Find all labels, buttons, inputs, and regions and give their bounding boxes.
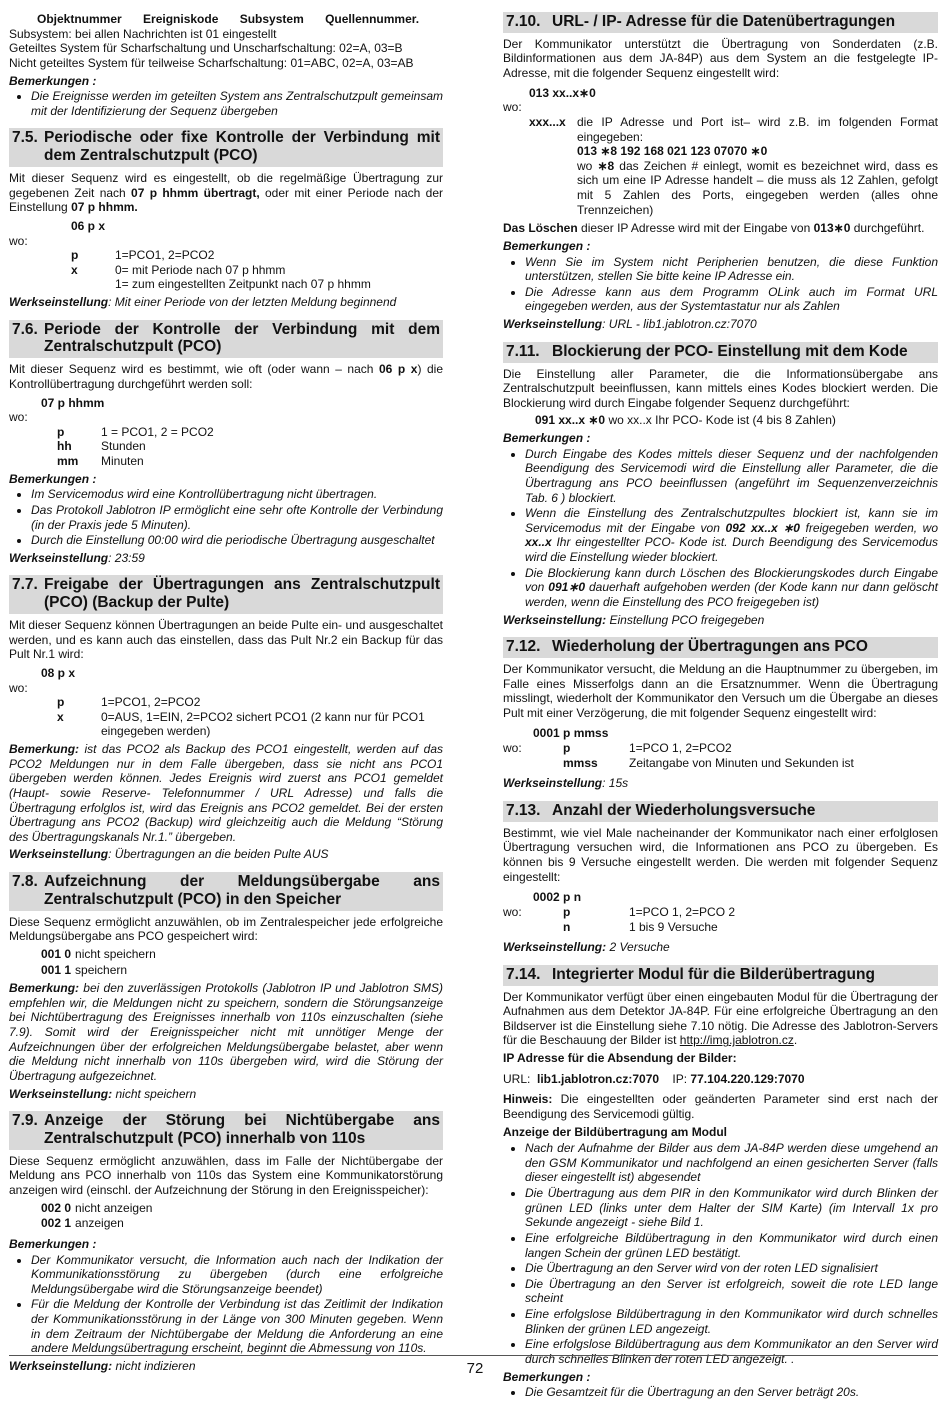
section-title: Periodische oder fixe Kontrolle der Verbindung mit dem Zentralschutzpult (PCO) — [44, 129, 440, 165]
display-heading: Anzeige der Bildübertragung am Modul — [503, 1124, 728, 1139]
sequence-code: 06 p x — [71, 218, 106, 233]
section-intro: Der Kommunikator versucht, die Meldung an die Hauptnummer zu übergeben, im Falle eines Misserfolgs dann an die Ersatznummer. Wenn die Übertragung misslingt, wiederholt der Kommunikator den Versuch um die Übergabe an dieses Pult mit einer Verzögerung, die mit folgender Sequenz eingestellt wird: — [503, 661, 938, 720]
right-column — [503, 12, 938, 1403]
top-header: Objektnummer Ereigniskode Subsystem Quellennummer. — [37, 12, 420, 26]
ip-heading: IP Adresse für die Absendung der Bilder: — [503, 1051, 737, 1066]
section-intro: Der Kommunikator verfügt über einen eingebauten Modul für die Übertragung der Aufnahmen aus dem Detektor JA-84P. Für eine erfolgreiche Übertragung an den Bildserver ist die Einstellung siehe 7.10 nötig. Die Adresse des Jablotron-Servers für die Beschauung der Bilder ist http://img.jablotron.cz. — [503, 989, 938, 1048]
remarks-label: Bemerkungen : — [9, 73, 97, 88]
delete-note: Das Löschen dieser IP Adresse wird mit der Eingabe von 013∗0 durchgeführt. — [503, 221, 925, 236]
remarks-list: • Die Gesamtzeit für die Übertragung an den Server beträgt 20s. — [503, 1385, 938, 1400]
remarks-list: • Wenn Sie im System nicht Peripherien benutzen, die diese Funktion unterstützen, stellen Sie bitte keine IP Adresse ein. • Die Adresse kann aus dem Programm OLink auch im Format URL eingegeben werden, aus der Systemtastatur nur als Zahlen — [503, 255, 938, 315]
factory-setting: Werkseinstellung: Übertragungen an die beiden Pulte AUS — [9, 847, 329, 862]
option-line: 001 0 nicht speichern — [41, 946, 156, 961]
section-intro: Mit dieser Sequenz können Übertragungen an beide Pulte ein- und ausgeschaltet werden, und es kann auch das einstellen, dass das Pult Nr.2 ein Backup für das Pult Nr.1 wird: — [9, 618, 443, 662]
param-table: p 1=PCO1, 2=PCO2 x 0= mit Periode nach 07 p hhmm 1= zum eingestellten Zeitpunkt nach 07 p hhmm — [71, 248, 371, 292]
section-heading-7-5 — [9, 128, 443, 167]
section-intro: Diese Sequenz ermöglicht anzuwählen, ob im Zentralespeicher jede erfolgreiche Meldungsübergabe ans PCO gespeichert wird: — [9, 914, 443, 944]
section-intro: Mit dieser Sequenz wird es eingestellt, ob die regelmäßige Übertragung zur gegebenen Zeit nach 07 p hhmm übertragt, oder mit einer Periode nach der Einstellung 07 p hhmm. — [9, 171, 443, 215]
remarks-label: Bemerkungen : — [9, 471, 97, 486]
factory-setting: Werkseinstellung: 2 Versuche — [503, 940, 670, 955]
option-line: 002 1 anzeigen — [41, 1216, 124, 1231]
remark-paragraph: Bemerkung: bei den zuverlässigen Protokolls (Jablotron IP und Jablotron SMS) empfehlen wir, die Meldungen nicht zu speichern, sondern die Störungsanzeige bei Nichtübertragung des Ereignisses innerhalb von 110s einzuschalten (siehe 7.9). Somit wird der Ereignisspeicher nicht mit unnötiger Menge der Aufzeichnungen über der erfolgreichen Meldungsübergabe belastet, aber wenn die Meldung nicht innerhalb von 110s übergeben wird, wird die Störung der Übertragung aufgezeichnet. — [9, 981, 443, 1083]
sequence-code: 0002 p n — [533, 890, 582, 905]
sequence-code: 08 p x — [41, 665, 76, 680]
section-heading-7-13: 7.13. Anzahl der Wiederholungsversuche — [503, 801, 938, 822]
factory-setting: Werkseinstellung: Mit einer Periode von der letzten Meldung beginnend — [9, 295, 397, 309]
section-intro: Mit dieser Sequenz wird es bestimmt, wie oft (oder wann – nach 06 p x) die Kontrollübertragung durchgeführt werden soll: — [9, 362, 443, 391]
factory-setting: Werkseinstellung: URL - lib1.jablotron.cz:7070 — [503, 317, 757, 332]
wo-label: wo: — [9, 680, 28, 695]
param-block: wo: p 1=PCO 1, 2=PCO 2 n 1 bis 9 Versuche — [503, 904, 736, 934]
remarks-list: • Im Servicemodus wird eine Kontrollübertragung nicht übertragen. • Das Protokoll Jablotron IP ermöglicht eine sehr ofte Kontrolle der Verbindung (in der Praxis jede 5 Minuten). • Durch die Einstellung 00:00 wird die periodische Übertragung ausgeschaltet — [9, 487, 443, 548]
section-intro: Bestimmt, wie viel Male nacheinander der Kommunikator nach einer erfolglosen Übertragung versuchen wird, die Informationen ans PCO zu übergeben. Es können bis 9 Versuche eingestellt werden. Die werden mit folgender Sequenz eingestellt: — [503, 825, 938, 884]
left-column — [9, 12, 443, 1377]
factory-setting: Werkseinstellung: 15s — [503, 776, 629, 791]
remarks-list — [9, 89, 443, 118]
section-heading-7-8: 7.8. Aufzeichnung der Meldungsübergabe ans Zentralschutzpult (PCO) in den Speicher — [9, 872, 443, 911]
section-heading-7-6: 7.6. Periode der Kontrolle der Verbindung mit dem Zentralschutzpult (PCO) — [9, 320, 443, 359]
section-heading-7-7: 7.7. Freigabe der Übertragungen ans Zentralschutzpult (PCO) (Backup der Pulte) — [9, 575, 443, 614]
footer-divider — [9, 1355, 938, 1356]
param-table: p 1=PCO1, 2=PCO2 x 0=AUS, 1=EIN, 2=PCO2 sichert PCO1 (2 kann nur für PCO1 eingegeben werden) — [57, 695, 425, 739]
remarks-label: Bemerkungen : — [503, 1369, 591, 1384]
wo-label: wo: — [9, 410, 28, 425]
section-number: 7.5. — [12, 129, 38, 147]
section-heading-7-11: 7.11. Blockierung der PCO- Einstellung mit dem Kode — [503, 342, 938, 363]
page-number: 72 — [466, 1360, 484, 1377]
display-list: • Nach der Aufnahme der Bilder aus dem JA-84P werden diese umgehend an den GSM Kommunikator und nachfolgend an einen gesicherten Server (falls dieser eingestellt ist) abgesendet • Die Übertragung aus dem PIR in den Kommunikator wird durch Blinken der grünen LED (links unter dem Halter der SIM Karte) (im Intervall 1x pro Sekunde angezeigt - siehe Bild 1. • Eine erfolgreiche Bildübertragung in den Kommunikator wird durch einen langen Schein der grünen LED bestätigt. • Die Übertragung an den Server wird von der roten LED signalisiert • Die Übertragung an den Server ist erfolgreich, soweit die rote LED lange scheint • Eine erfolgslose Bildübertragung in den Kommunikator wird durch schnelles Blinken der grünen LED angezeigt. • Eine erfolgslose Bildübertragung aus dem Kommunikator an den Server wird durch schnelles Blinken der roten LED angezeigt. . — [503, 1141, 938, 1366]
param-table: p 1 = PCO1, 2 = PCO2 hh Stunden mm Minuten — [57, 424, 214, 468]
sequence-code: 013 xx..x∗0 — [529, 85, 596, 100]
section-intro: Der Kommunikator unterstützt die Übertragung von Sonderdaten (z.B. Bildinformationen aus dem JA-84P) aus dem System an die festgelegte IP-Adresse, mit die folgender Sequenz eingestellt wird: — [503, 36, 938, 81]
hint: Hinweis: Die eingestellten oder geänderten Parameter sind erst nach der Beendigung des Servicemodi gültig. — [503, 1092, 939, 1121]
top-line-3: Nicht geteiltes System für teilweise Scharfschaltung: 01=ABC, 02=A, 03=AB — [9, 55, 414, 70]
section-heading-7-14: 7.14. Integrierter Modul für die Bilderübertragung — [503, 965, 938, 986]
remark-item: • Die Ereignisse werden im geteilten System ans Zentralschutzpult gemeinsam mit der Identifizierung der Sequenz übergeben — [31, 89, 443, 118]
wo-label: wo: — [503, 100, 522, 115]
remarks-label: Bemerkungen : — [9, 1236, 97, 1251]
remarks-list: • Der Kommunikator versucht, die Information auch nach der Indikation der Kommunikationsstörung zu übergeben (durch eine erfolgreiche Meldungsübergabe wird die Störungsanzeige beendet) • Für die Meldung der Kontrolle der Verbindung ist das Zeitlimit der Indikation der Kommunikationsstörung in der Länge von 300 Minuten gegeben. Wenn in dem Zeitraum der Nichtübergabe der Meldung die Anforderung an eine andere Meldungsübertragung erscheint, beginnt die Abmessung von 110s. — [9, 1253, 443, 1356]
option-line: 002 0 nicht anzeigen — [41, 1200, 153, 1215]
factory-setting: Werkseinstellung: nicht indizieren — [9, 1358, 196, 1373]
section-heading-7-12: 7.12. Wiederholung der Übertragungen ans PCO — [503, 637, 938, 658]
remarks-list: • Durch Eingabe des Kodes mittels dieser Sequenz und der nachfolgenden Beendigung des Servicemodi wird die Einstellung aller Parameter, die die Übertragung ans PCO beeinflussen (angeführt im Sequenzenverzeichnis Tab. 6 ) blockiert. • Wenn die Einstellung des Zentralschutzpultes blockiert ist, kann sie im Servicemodus mit der Eingabe von 092 xx..x ∗0 freigegeben werden, wo xx..x Ihr eingestellter PCO- Kode ist. Durch Beendigung des Servicemodus wird die Einstellung wieder blockiert. • Die Blockierung kann durch Löschen des Blockierungskodes durch Eingabe von 091∗0 dauerhaft aufgehoben werden (der Kode kann nur dann gelöscht werden, wenn die Einstellung des PCO freigegeben ist) — [503, 447, 938, 610]
section-heading-7-10: 7.10. URL- / IP- Adresse für die Datenübertragungen — [503, 12, 938, 33]
ip-line: URL: lib1.jablotron.cz:7070 IP: 77.104.220.129:7070 — [503, 1071, 805, 1086]
section-intro: Die Einstellung aller Parameter, die die Informationsübergabe ans Zentralschutzpult beeinflussen, kann mittels eines Kodes blockiert werden. Die Blockierung wird durch Eingabe folgender Sequenz durchgeführt: — [503, 366, 938, 410]
remark-paragraph: Bemerkung: ist das PCO2 als Backup des PCO1 eingestellt, werden auf das PCO2 Meldungen nur in dem Falle übergeben, dass sie nicht ans PCO1 übergeben werden können. Jedes Ereignis wird zuerst ans PCO1 gemeldet (Haupt- sowie Reserve- Telefonnummer / URL Adresse) und falls die Übertragung erfolglos ist, wird das Ereignis ans PCO2 gemeldet. Bei der ersten Übertragung ans PCO2 (Backup) wird gleichzeitig auch die Meldung “Störung des Übertragungskanals Nr.1.” übergeben. — [9, 742, 443, 844]
remarks-label: Bemerkungen : — [503, 238, 591, 253]
wo-label: wo: — [9, 233, 28, 248]
factory-setting: Werkseinstellung: 23:59 — [9, 550, 145, 565]
top-line-2: Geteiltes System für Scharfschaltung und Unscharfschaltung: 02=A, 03=B — [9, 41, 403, 56]
factory-setting: Werkseinstellung: Einstellung PCO freigegeben — [503, 612, 765, 627]
section-heading-7-9: 7.9. Anzeige der Störung bei Nichtübergabe ans Zentralschutzpult (PCO) innerhalb von 110s — [9, 1111, 443, 1150]
option-line: 001 1 speichern — [41, 962, 128, 977]
sequence-code: 0001 p mmss — [533, 726, 609, 741]
param-block: wo: p 1=PCO 1, 2=PCO2 mmss Zeitangabe von Minuten und Sekunden ist — [503, 741, 854, 770]
sequence-code: 07 p hhmm — [41, 395, 105, 410]
image-server-link[interactable]: http://img.jablotron.cz — [679, 1033, 794, 1048]
remarks-label: Bemerkungen : — [503, 431, 591, 445]
top-line-1: Subsystem: bei allen Nachrichten ist 01 eingestellt — [9, 26, 277, 41]
param-block: xxx...x die IP Adresse und Port ist– wird z.B. im folgenden Format eingegeben: 013 ∗8 192 168 021 123 07070 ∗0 wo ∗8 das Zeichen # einlegt, womit es bezeichnet wird, dass es sich um eine IP Adresse handelt – die muss als 12 Zahlen, gefolgt mit 5 Zahlen des Ports, eingegeben werden (alles ohne Trennzeichen) — [529, 114, 938, 217]
factory-setting: Werkseinstellung: nicht speichern — [9, 1086, 197, 1101]
section-intro: Diese Sequenz ermöglicht anzuwählen, dass im Falle der Nichtübergabe der Meldung ans PCO innerhalb von 110s das System eine Kommunikatorstörung anzeigen wird (einschl. der Aufzeichnung der Störung in den Ereignisspeicher): — [9, 1153, 443, 1197]
sequence-line: 091 xx..x ∗0 wo xx..x Ihr PCO- Kode ist (4 bis 8 Zahlen) — [535, 413, 836, 428]
